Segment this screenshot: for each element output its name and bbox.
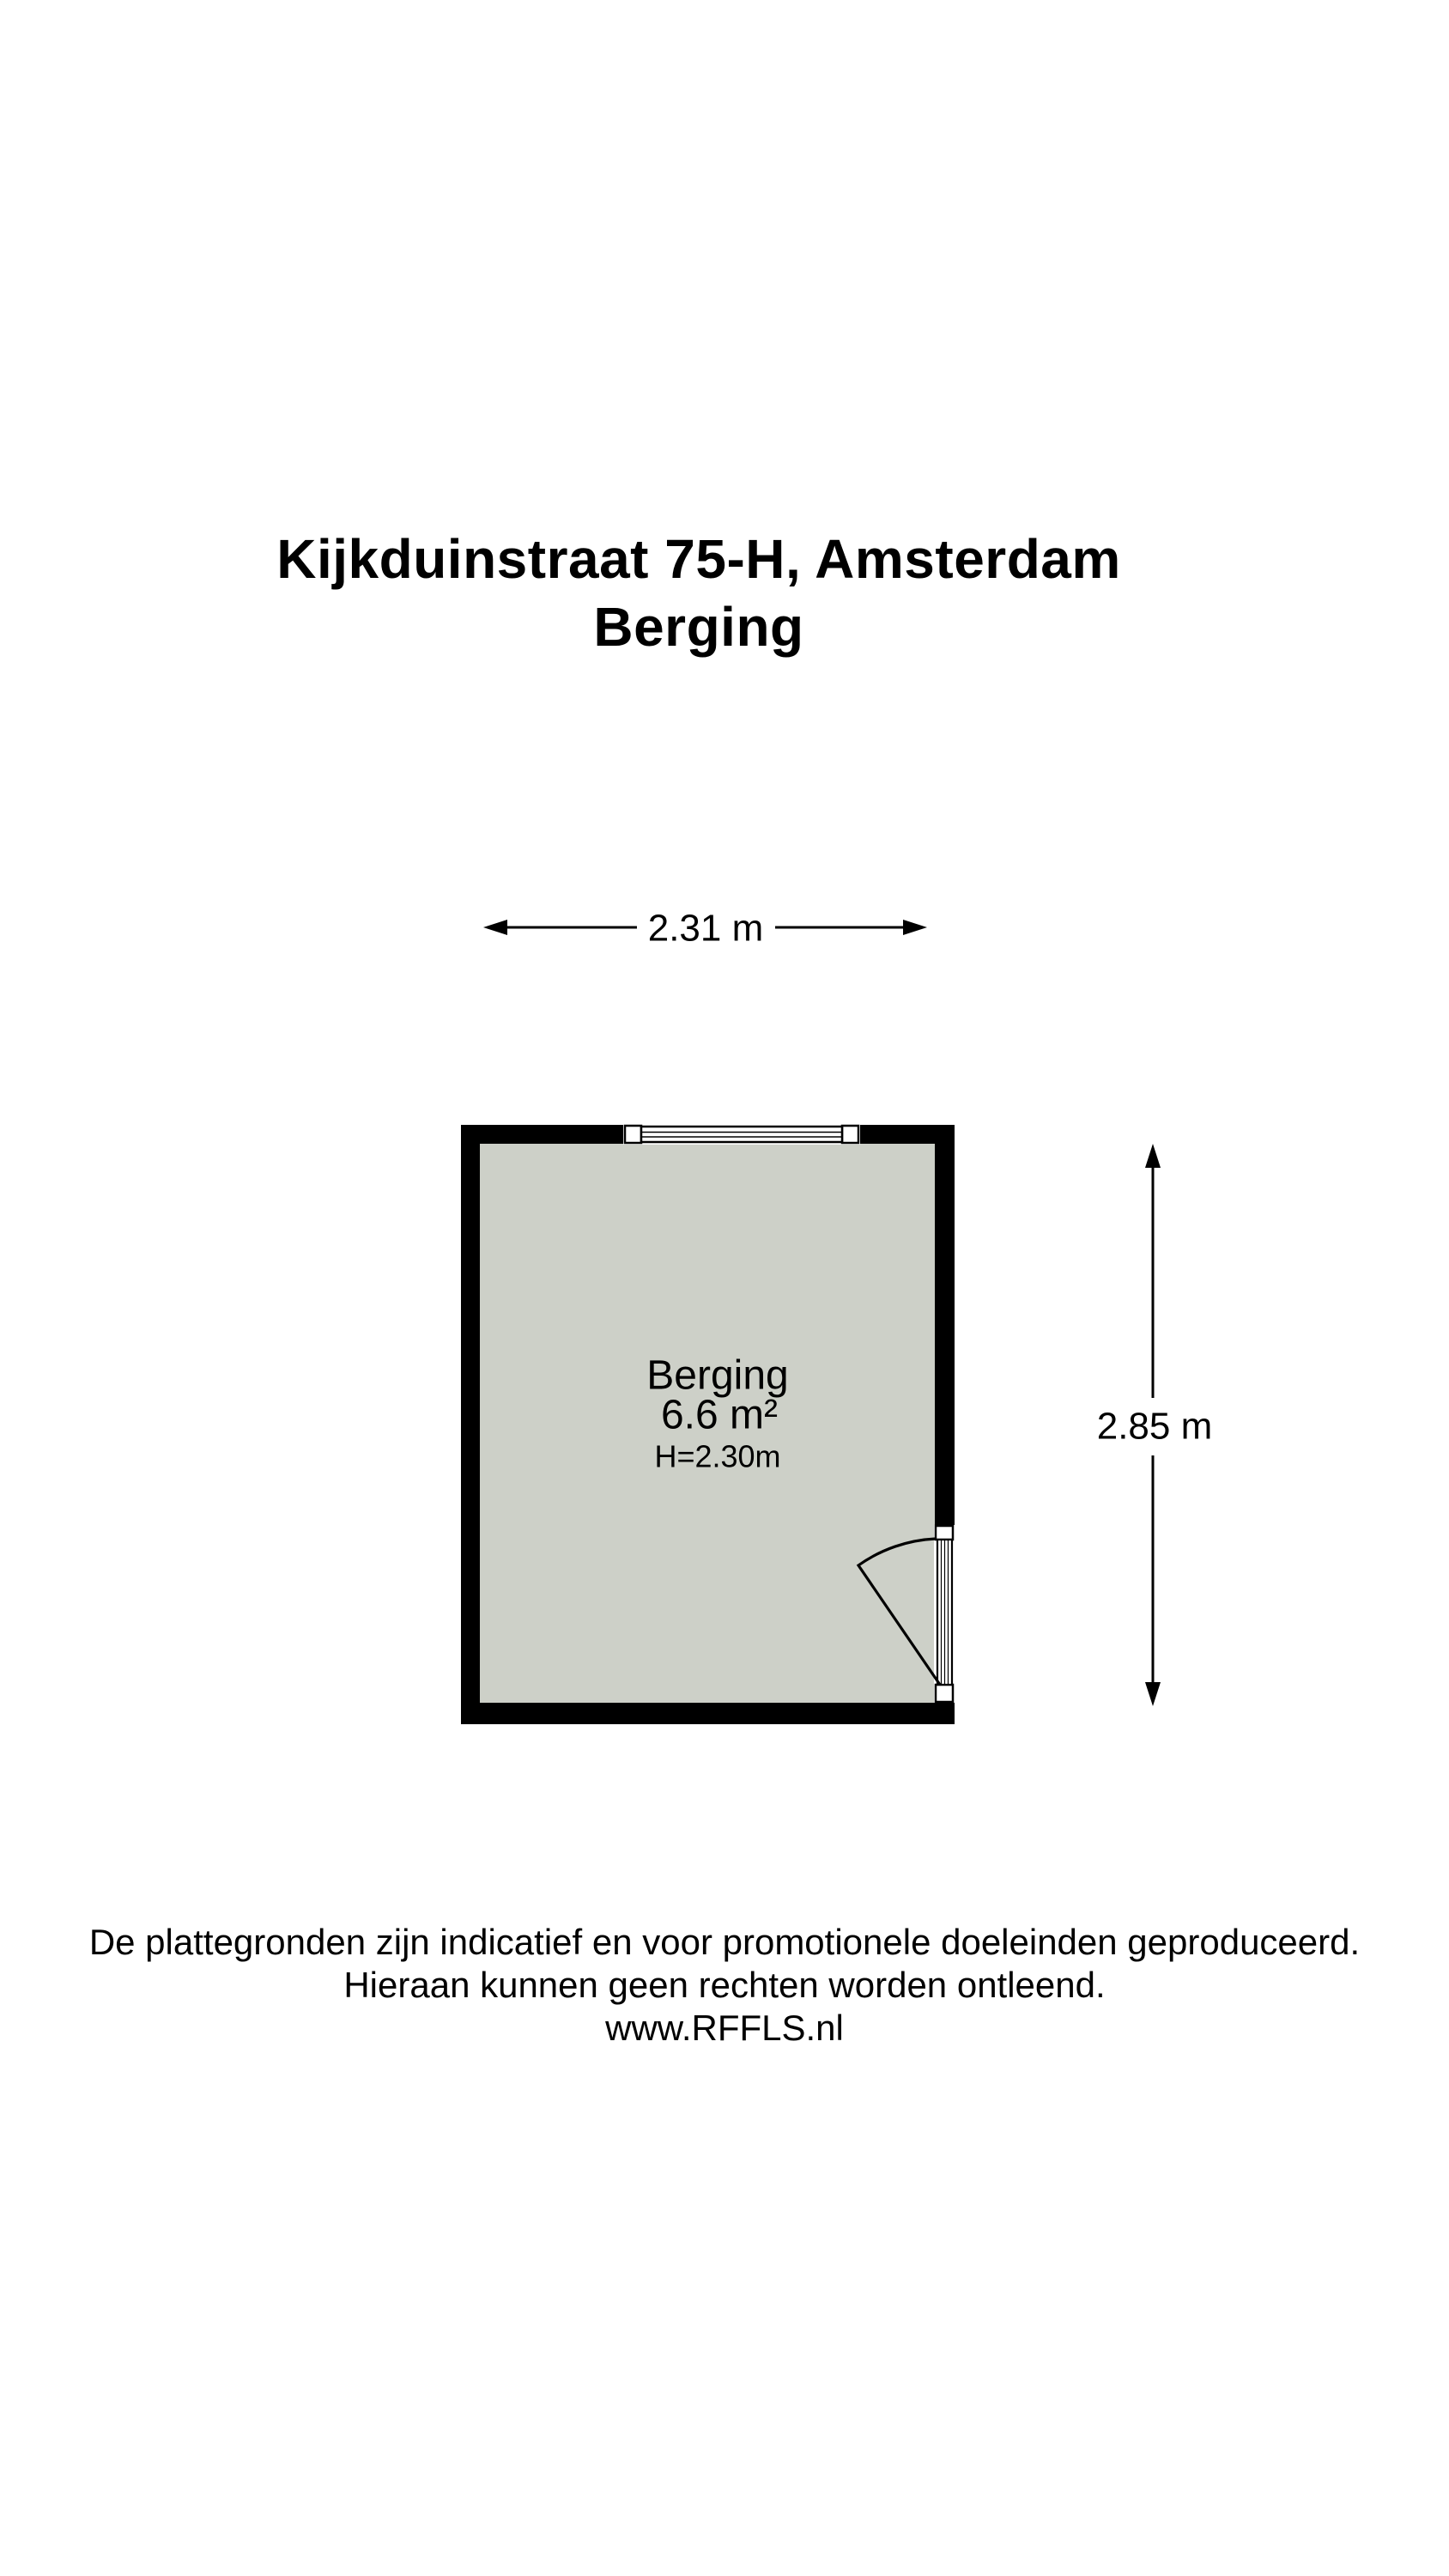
arrow-left-icon — [483, 920, 507, 935]
width-dimension-label: 2.31 m — [647, 907, 764, 950]
footer-disclaimer — [0, 1921, 1449, 2050]
footer-line-2: Hieraan kunnen geen rechten worden ontleend. — [343, 1965, 1106, 2005]
page-title-room: Berging — [593, 596, 804, 658]
room-name-label: Berging — [646, 1352, 789, 1399]
window-glazing-frame — [641, 1127, 842, 1142]
width-dimension-arrow — [483, 908, 927, 950]
page-title-address: Kijkduinstraat 75-H, Amsterdam — [276, 528, 1121, 590]
arrow-up-icon — [1145, 1144, 1161, 1168]
window-icon — [623, 1124, 860, 1145]
arrow-down-icon — [1145, 1682, 1161, 1706]
height-dimension-label: 2.85 m — [1096, 1405, 1213, 1448]
height-dimension-arrow — [1097, 1144, 1213, 1706]
door-post-top — [936, 1526, 953, 1540]
room-area-label: 6.6 m² — [660, 1392, 779, 1438]
footer-website: www.RFFLS.nl — [605, 2008, 844, 2048]
window-post-right — [842, 1126, 858, 1143]
arrow-right-icon — [903, 920, 927, 935]
door-post-bottom — [936, 1685, 953, 1702]
window-post-left — [625, 1126, 641, 1143]
room-ceiling-height-label: H=2.30m — [654, 1438, 781, 1474]
footer-line-1: De plattegronden zijn indicatief en voor promotionele doeleinden geproduceerd. — [88, 1922, 1361, 1962]
